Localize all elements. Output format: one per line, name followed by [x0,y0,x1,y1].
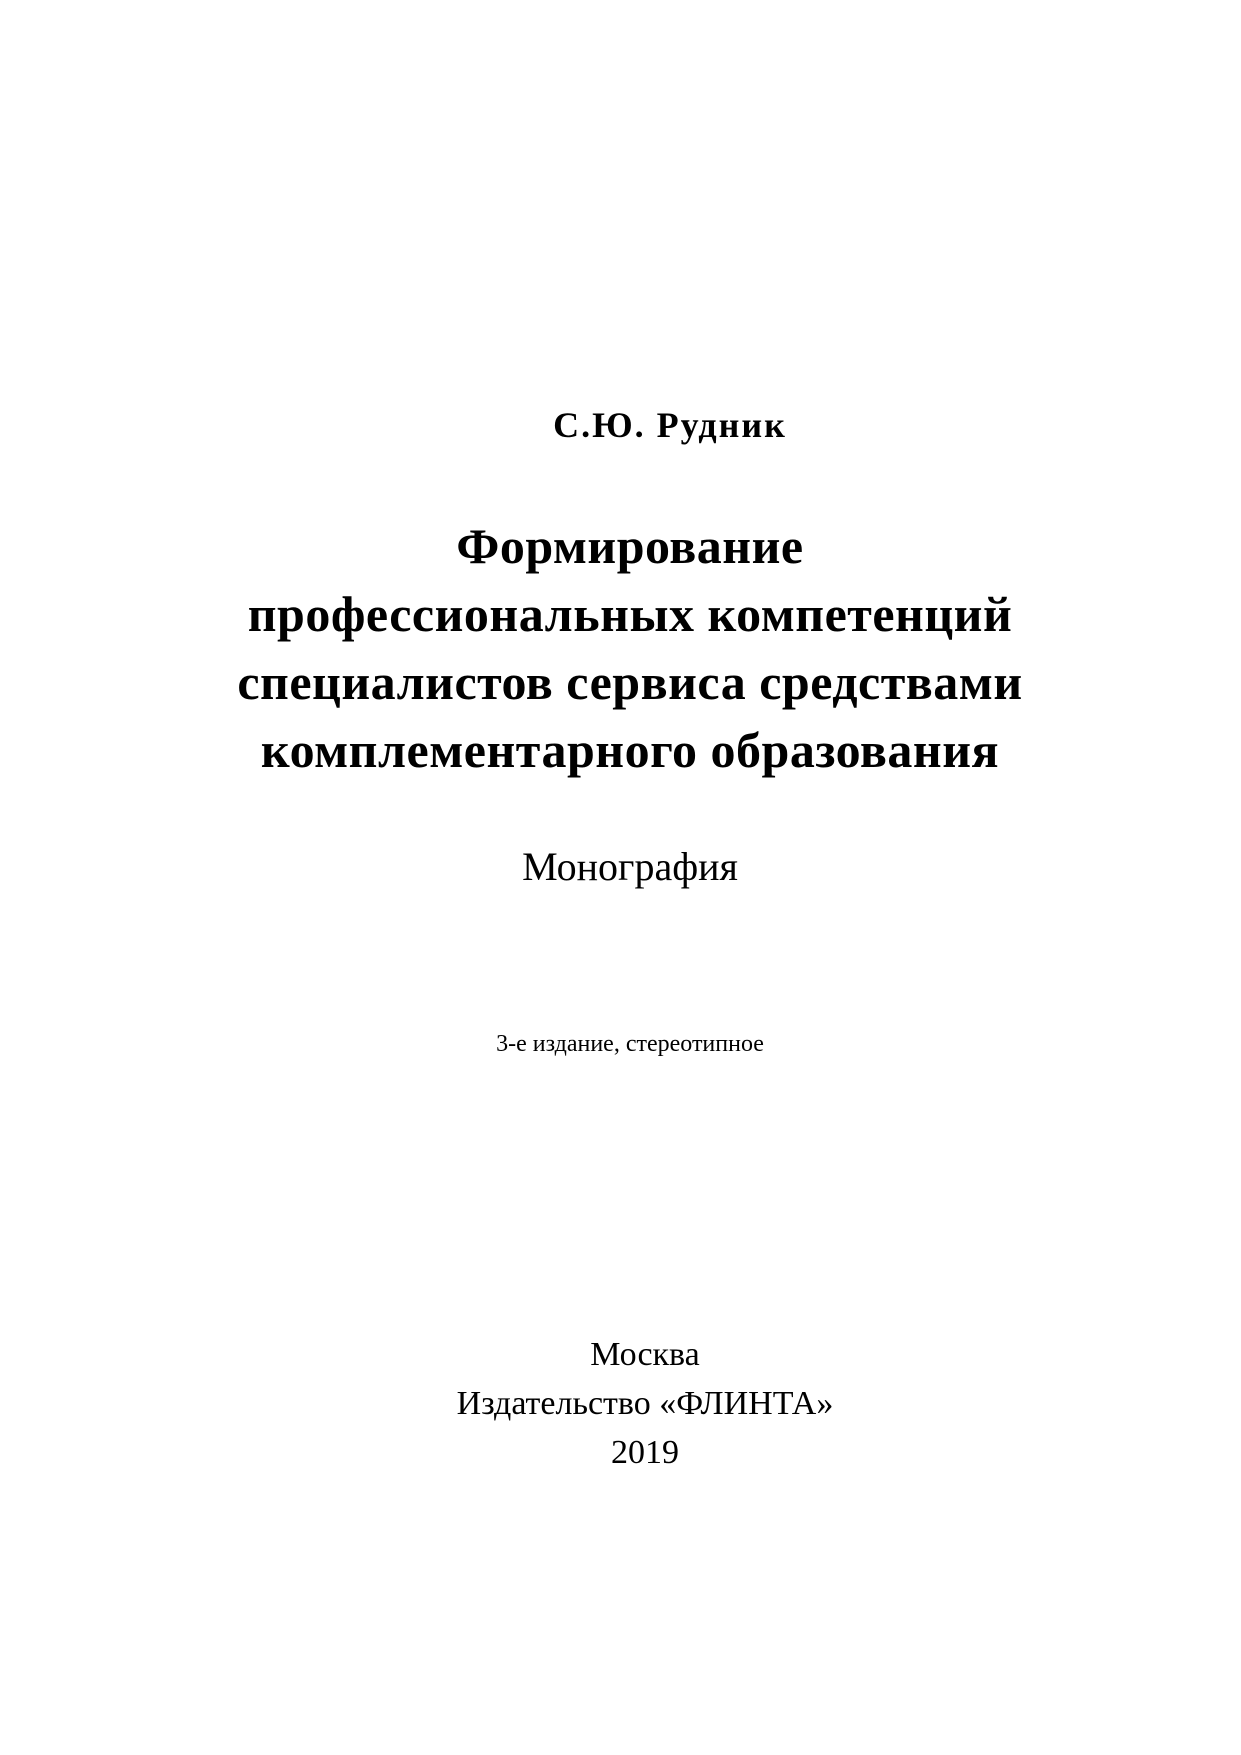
imprint [0,1330,1241,1477]
author-name: С.Ю. Рудник [553,405,787,445]
genre-label: Монография [522,844,738,889]
title-line: специалистов сервиса средствами [237,654,1023,710]
title-line: Формирование [456,518,804,574]
title-line: профессиональных компетенций [247,586,1013,642]
imprint-year: 2019 [611,1434,679,1471]
imprint-city: Москва [590,1336,700,1373]
imprint-publisher: Издательство «ФЛИНТА» [456,1385,834,1422]
book-title [0,512,1241,784]
title-line: комплементарного образования [260,722,1000,778]
edition-note: 3-е издание, стереотипное [496,1031,764,1057]
